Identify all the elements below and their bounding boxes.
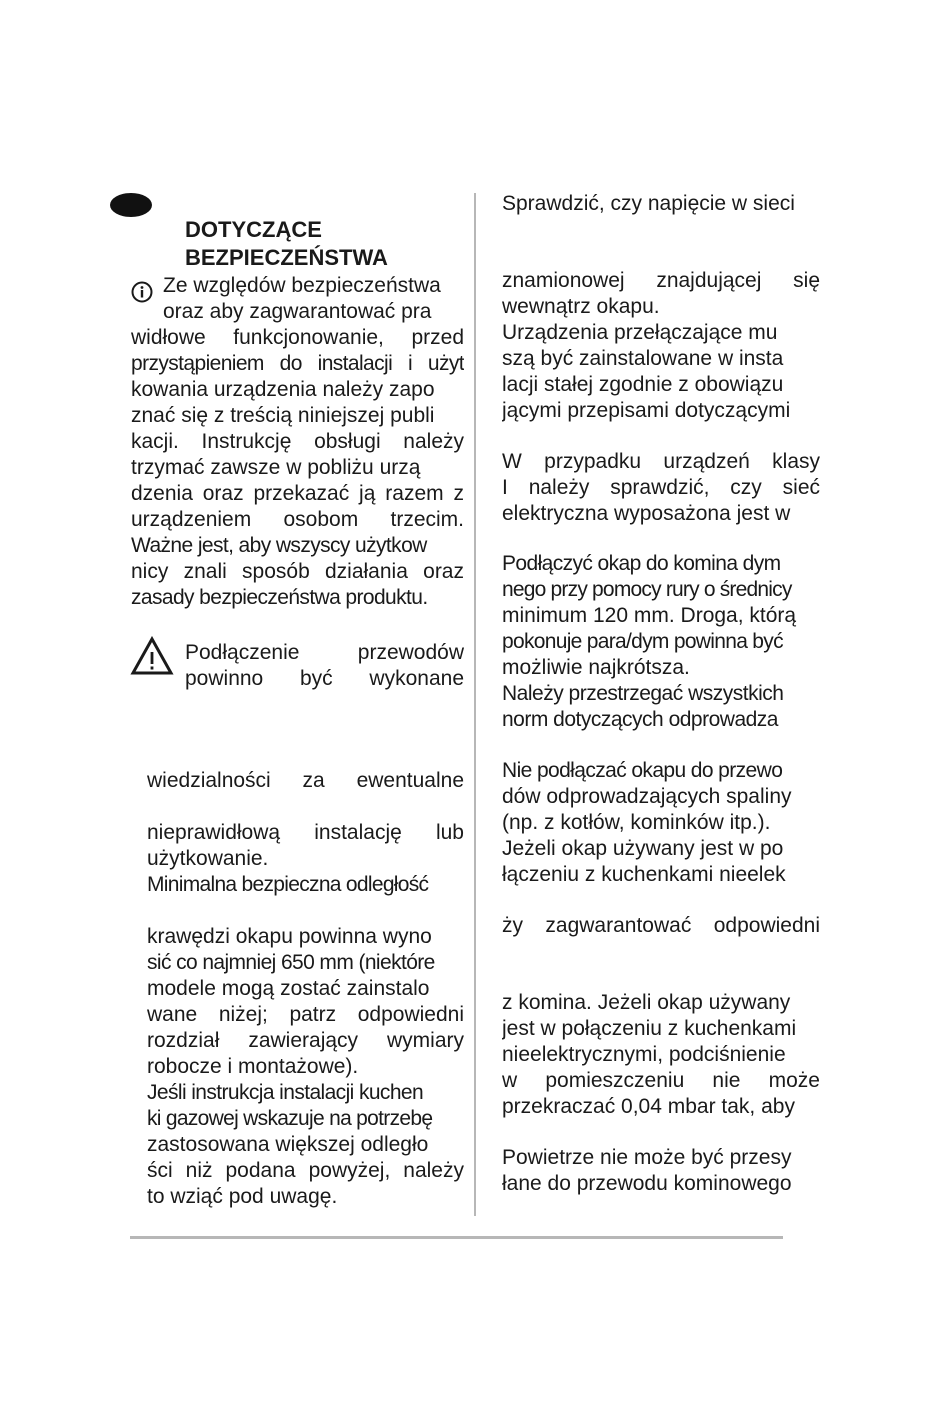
body-line: sić co najmniej 650 mm (niektóre [147,951,435,974]
intro-line: widłowe funkcjonowanie, przed [131,326,464,349]
body-line: modele mogą zostać zainstalo [147,977,430,1000]
body-line: robocze i montażowe). [147,1055,359,1078]
body-line: Nie podłączać okapu do przewo [502,759,783,782]
body-line: elektryczna wyposażona jest w [502,502,791,525]
footer-rule [130,1236,783,1239]
body-line: Jeśli instrukcja instalacji kuchen [147,1081,424,1104]
warning-triangle-icon [130,636,174,676]
intro-line: kacji. Instrukcję obsługi należy [131,430,464,453]
body-line: nieprawidłową instalację lub [147,821,464,844]
body-line: ży zagwarantować odpowiedni [502,914,820,937]
info-circle-icon [131,281,153,303]
body-line: szą być zainstalowane w insta [502,347,784,370]
body-line: nieelektrycznymi, podciśnienie [502,1043,786,1066]
body-line: Podłączyć okap do komina dym [502,552,781,575]
body-line: ki gazowej wskazuje na potrzebę [147,1107,433,1130]
body-line: w pomieszczeniu nie może [502,1069,820,1092]
body-line: minimum 120 mm. Droga, którą [502,604,797,627]
body-line: jącymi przepisami dotyczącymi [502,399,791,422]
body-line: pokonuje para/dym powinna być [502,630,783,653]
body-line: zastosowana większej odległo [147,1133,429,1156]
body-line: ści niż podana powyżej, należy [147,1159,464,1182]
body-line: znamionowej znajdującej się [502,269,820,292]
intro-line: Ze względów bezpieczeństwa [163,274,441,297]
body-line: rozdział zawierający wymiary [147,1029,464,1052]
body-line: dów odprowadzających spaliny [502,785,792,808]
intro-line: oraz aby zagwarantować pra [163,300,432,323]
intro-line: Ważne jest, aby wszyscy użytkow [131,534,427,557]
body-line: przekraczać 0,04 mbar tak, aby [502,1095,795,1118]
intro-line: urządzeniem osobom trzecim. [131,508,464,531]
body-line: W przypadku urządzeń klasy [502,450,820,473]
body-line: Urządzenia przełączające mu [502,321,778,344]
column-divider [474,193,476,1216]
intro-line: zasady bezpieczeństwa produktu. [131,586,428,609]
body-line: użytkowanie. [147,847,269,870]
body-line: wiedzialności za ewentualne [147,769,464,792]
body-line: Jeżeli okap używany jest w po [502,837,784,860]
body-line: norm dotyczących odprowadza [502,708,778,731]
intro-line: kowania urządzenia należy zapo [131,378,435,401]
body-line: krawędzi okapu powinna wyno [147,925,432,948]
body-line: z komina. Jeżeli okap używany [502,991,791,1014]
intro-line: dzenia oraz przekazać ją razem z [131,482,464,505]
body-line: Sprawdzić, czy napięcie w sieci [502,192,795,215]
body-line: Należy przestrzegać wszystkich [502,682,784,705]
intro-line: trzymać zawsze w pobliżu urzą [131,456,421,479]
body-line: to wziąć pod uwagę. [147,1185,338,1208]
body-line: możliwie najkrótsza. [502,656,690,679]
body-line: wewnątrz okapu. [502,295,660,318]
body-line: Minimalna bezpieczna odległość [147,873,429,896]
body-line: wane niżej; patrz odpowiedni [147,1003,464,1026]
language-badge-icon [110,193,152,217]
intro-line: znać się z treścią niniejszej publi [131,404,435,427]
body-line: jest w połączeniu z kuchenkami [502,1017,797,1040]
body-line: (np. z kotłów, kominków itp.). [502,811,771,834]
body-line: lacji stałej zgodnie z obowiązu [502,373,784,396]
section-heading [185,216,388,272]
body-line: Powietrze nie może być przesy [502,1146,792,1169]
body-line: nego przy pomocy rury o średnicy [502,578,792,601]
body-line: łane do przewodu kominowego [502,1172,792,1195]
warning-line: Podłączenie przewodów [185,641,464,664]
heading-line: BEZPIECZEŃSTWA [185,245,388,270]
body-line: łączeniu z kuchenkami nieelek [502,863,786,886]
intro-line: nicy znali sposób działania oraz [131,560,464,583]
warning-line: powinno być wykonane [185,667,464,690]
heading-line: DOTYCZĄCE [185,217,322,242]
body-line: I należy sprawdzić, czy sieć [502,476,820,499]
intro-line: przystąpieniem do instalacji i użyt [131,352,464,375]
